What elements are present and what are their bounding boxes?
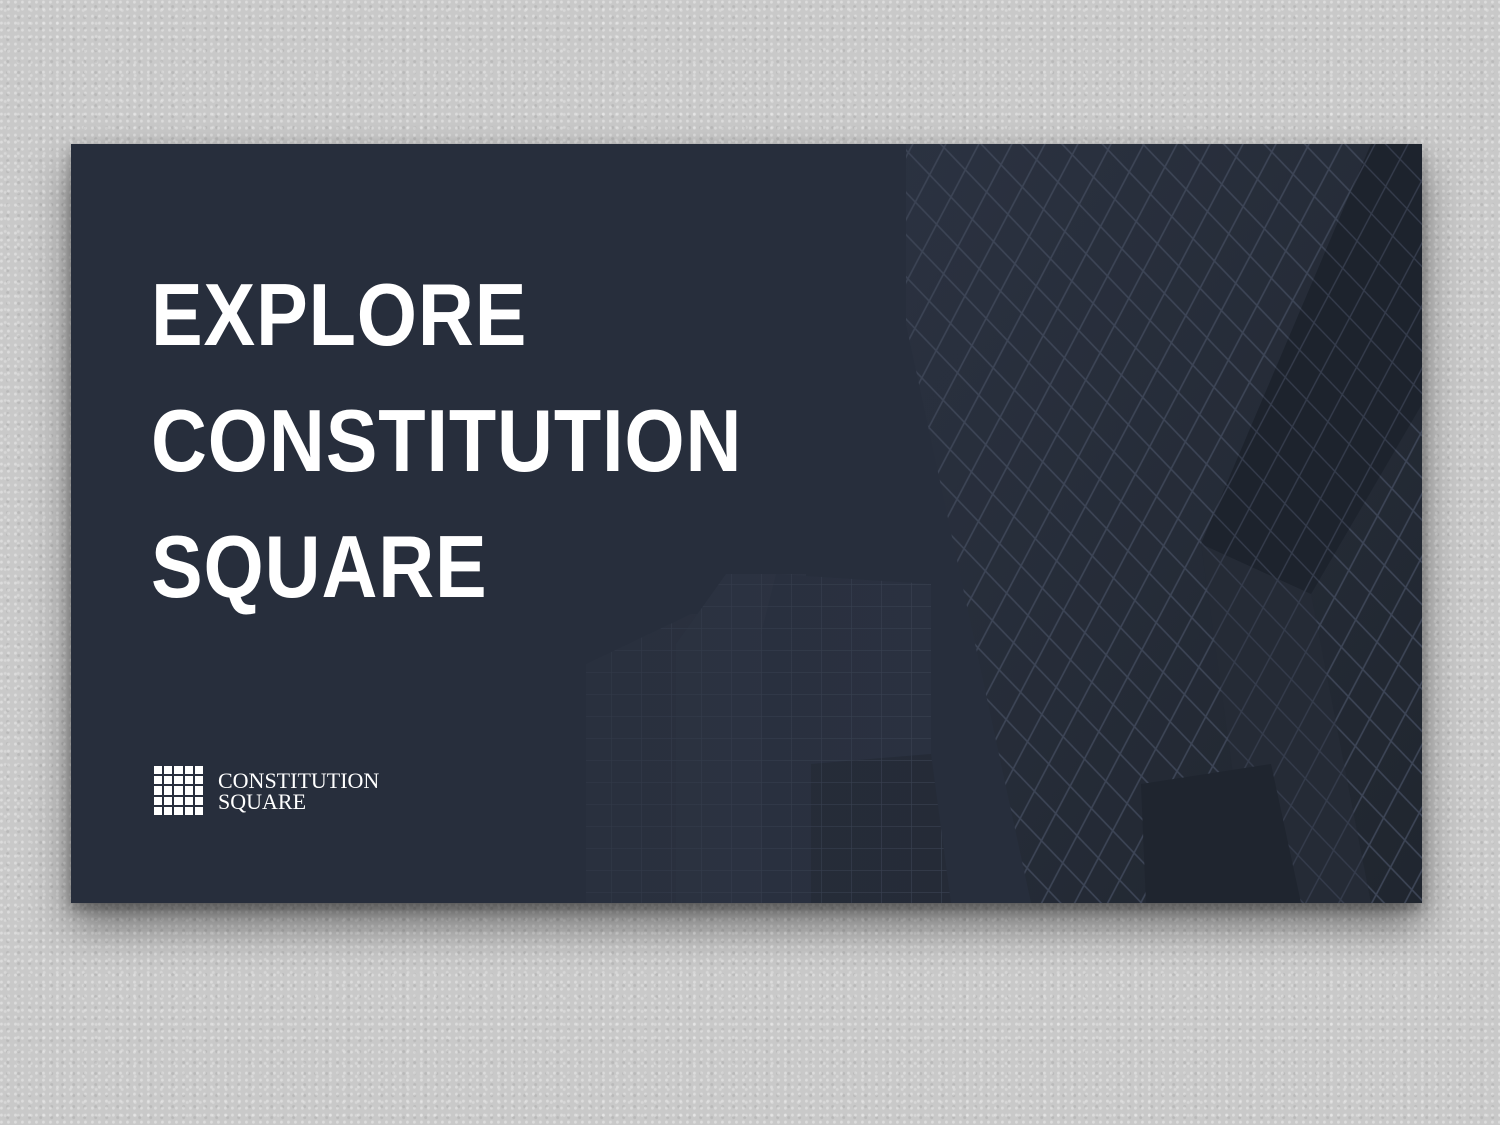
- main-tower: [906, 144, 1422, 903]
- headline-line-3: SQUARE: [151, 517, 488, 616]
- constitution-square-logo: [154, 766, 379, 815]
- hero-banner: [71, 144, 1422, 903]
- headline-line-2: CONSTITUTION: [151, 391, 743, 490]
- headline-line-1: EXPLORE: [151, 265, 528, 364]
- logo-wordmark: [218, 767, 380, 814]
- headline: [151, 252, 742, 630]
- logo-line-1: CONSTITUTION: [218, 767, 380, 793]
- grid-logo-icon: [154, 766, 203, 815]
- logo-line-2: SQUARE: [218, 788, 307, 814]
